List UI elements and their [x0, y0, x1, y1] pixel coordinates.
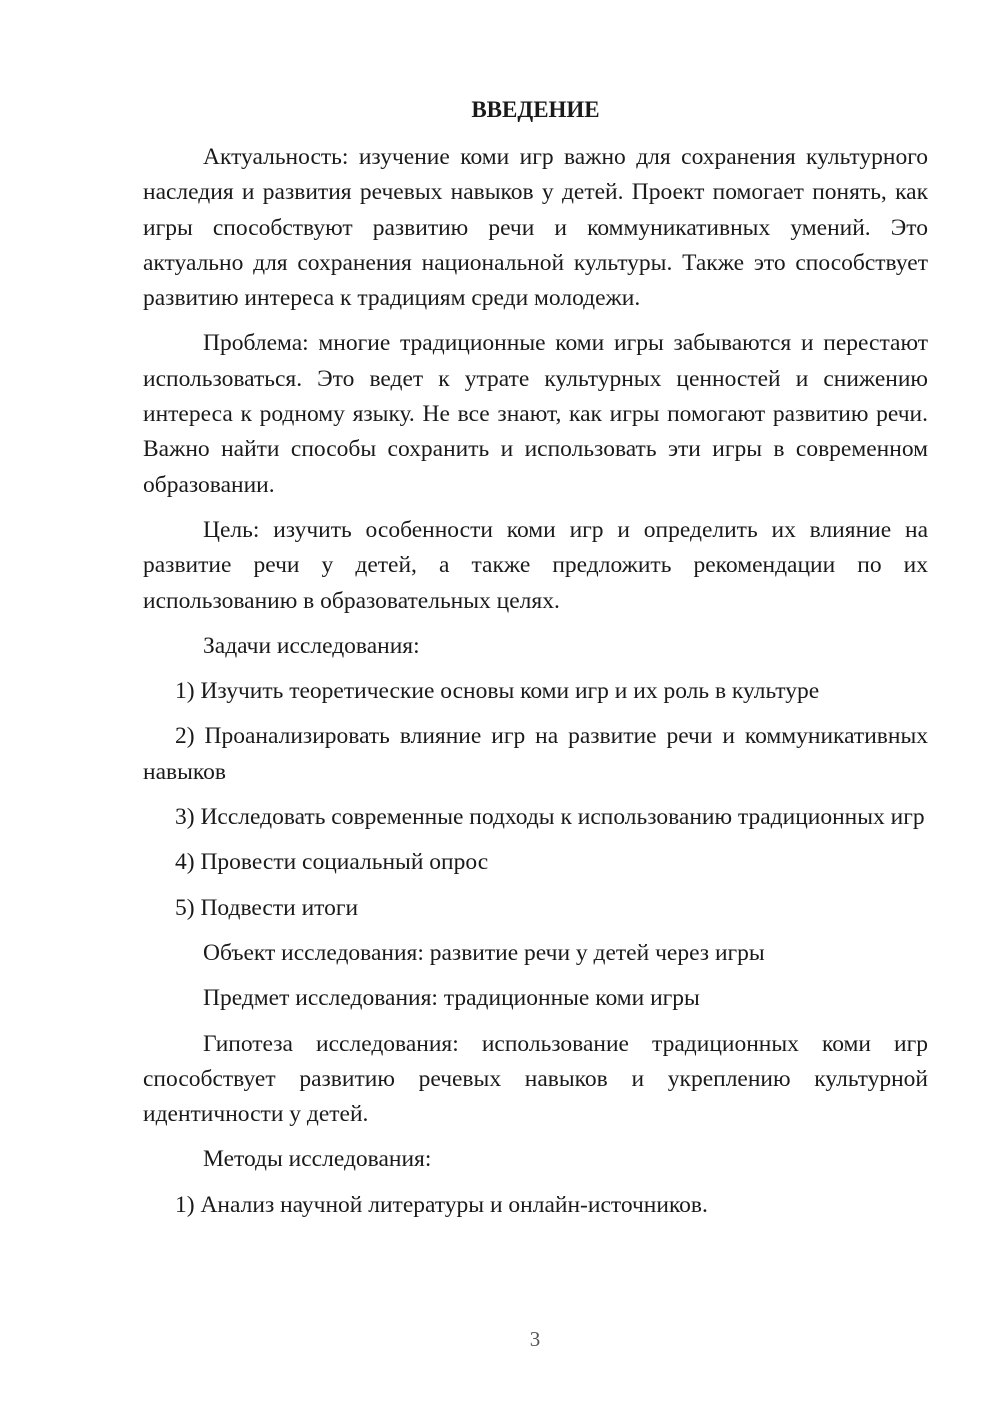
task-item-3: 3) Исследовать современные подходы к использованию традиционных игр — [175, 804, 925, 831]
relevance-paragraph: Актуальность: изучение коми игр важно для сохранения культурного наследия и развития речевых навыков у детей. Проект помогает понять, как игры способствуют развитию речи и коммуникативных умений. Это актуально для сохранения национальной культуры. Также это способствует развитию интереса к традициям среди молодежи. — [143, 144, 928, 312]
hypothesis-paragraph: Гипотеза исследования: использование традиционных коми игр способствует развитию речевых навыков и укреплению культурной идентичности у детей. — [143, 1030, 928, 1128]
task-item-2: 2) Проанализировать влияние игр на развитие речи и коммуникативных навыков — [143, 723, 928, 785]
document-body — [143, 92, 928, 1233]
goal-paragraph: Цель: изучить особенности коми игр и определить их влияние на развитие речи у детей, а также предложить рекомендации по их использованию в образовательных целях. — [143, 516, 928, 614]
page-title: ВВЕДЕНИЕ — [471, 97, 600, 122]
subject-paragraph: Предмет исследования: традиционные коми игры — [203, 985, 700, 1012]
methods-heading: Методы исследования: — [203, 1146, 432, 1173]
method-item-1: 1) Анализ научной литературы и онлайн-источников. — [175, 1191, 708, 1218]
object-paragraph: Объект исследования: развитие речи у детей через игры — [203, 939, 765, 966]
problem-paragraph: Проблема: многие традиционные коми игры забываются и перестают использоваться. Это ведет к утрате культурных ценностей и снижению интереса к родному языку. Не все знают, как игры помогают развитию речи. Важно найти способы сохранить и использовать эти игры в современном образовании. — [143, 330, 928, 498]
page-number: 3 — [529, 1327, 541, 1351]
tasks-heading: Задачи исследования: — [203, 632, 420, 659]
task-item-5: 5) Подвести итоги — [175, 894, 359, 921]
task-item-1: 1) Изучить теоретические основы коми игр и их роль в культуре — [175, 678, 820, 705]
task-item-4: 4) Провести социальный опрос — [175, 849, 489, 876]
